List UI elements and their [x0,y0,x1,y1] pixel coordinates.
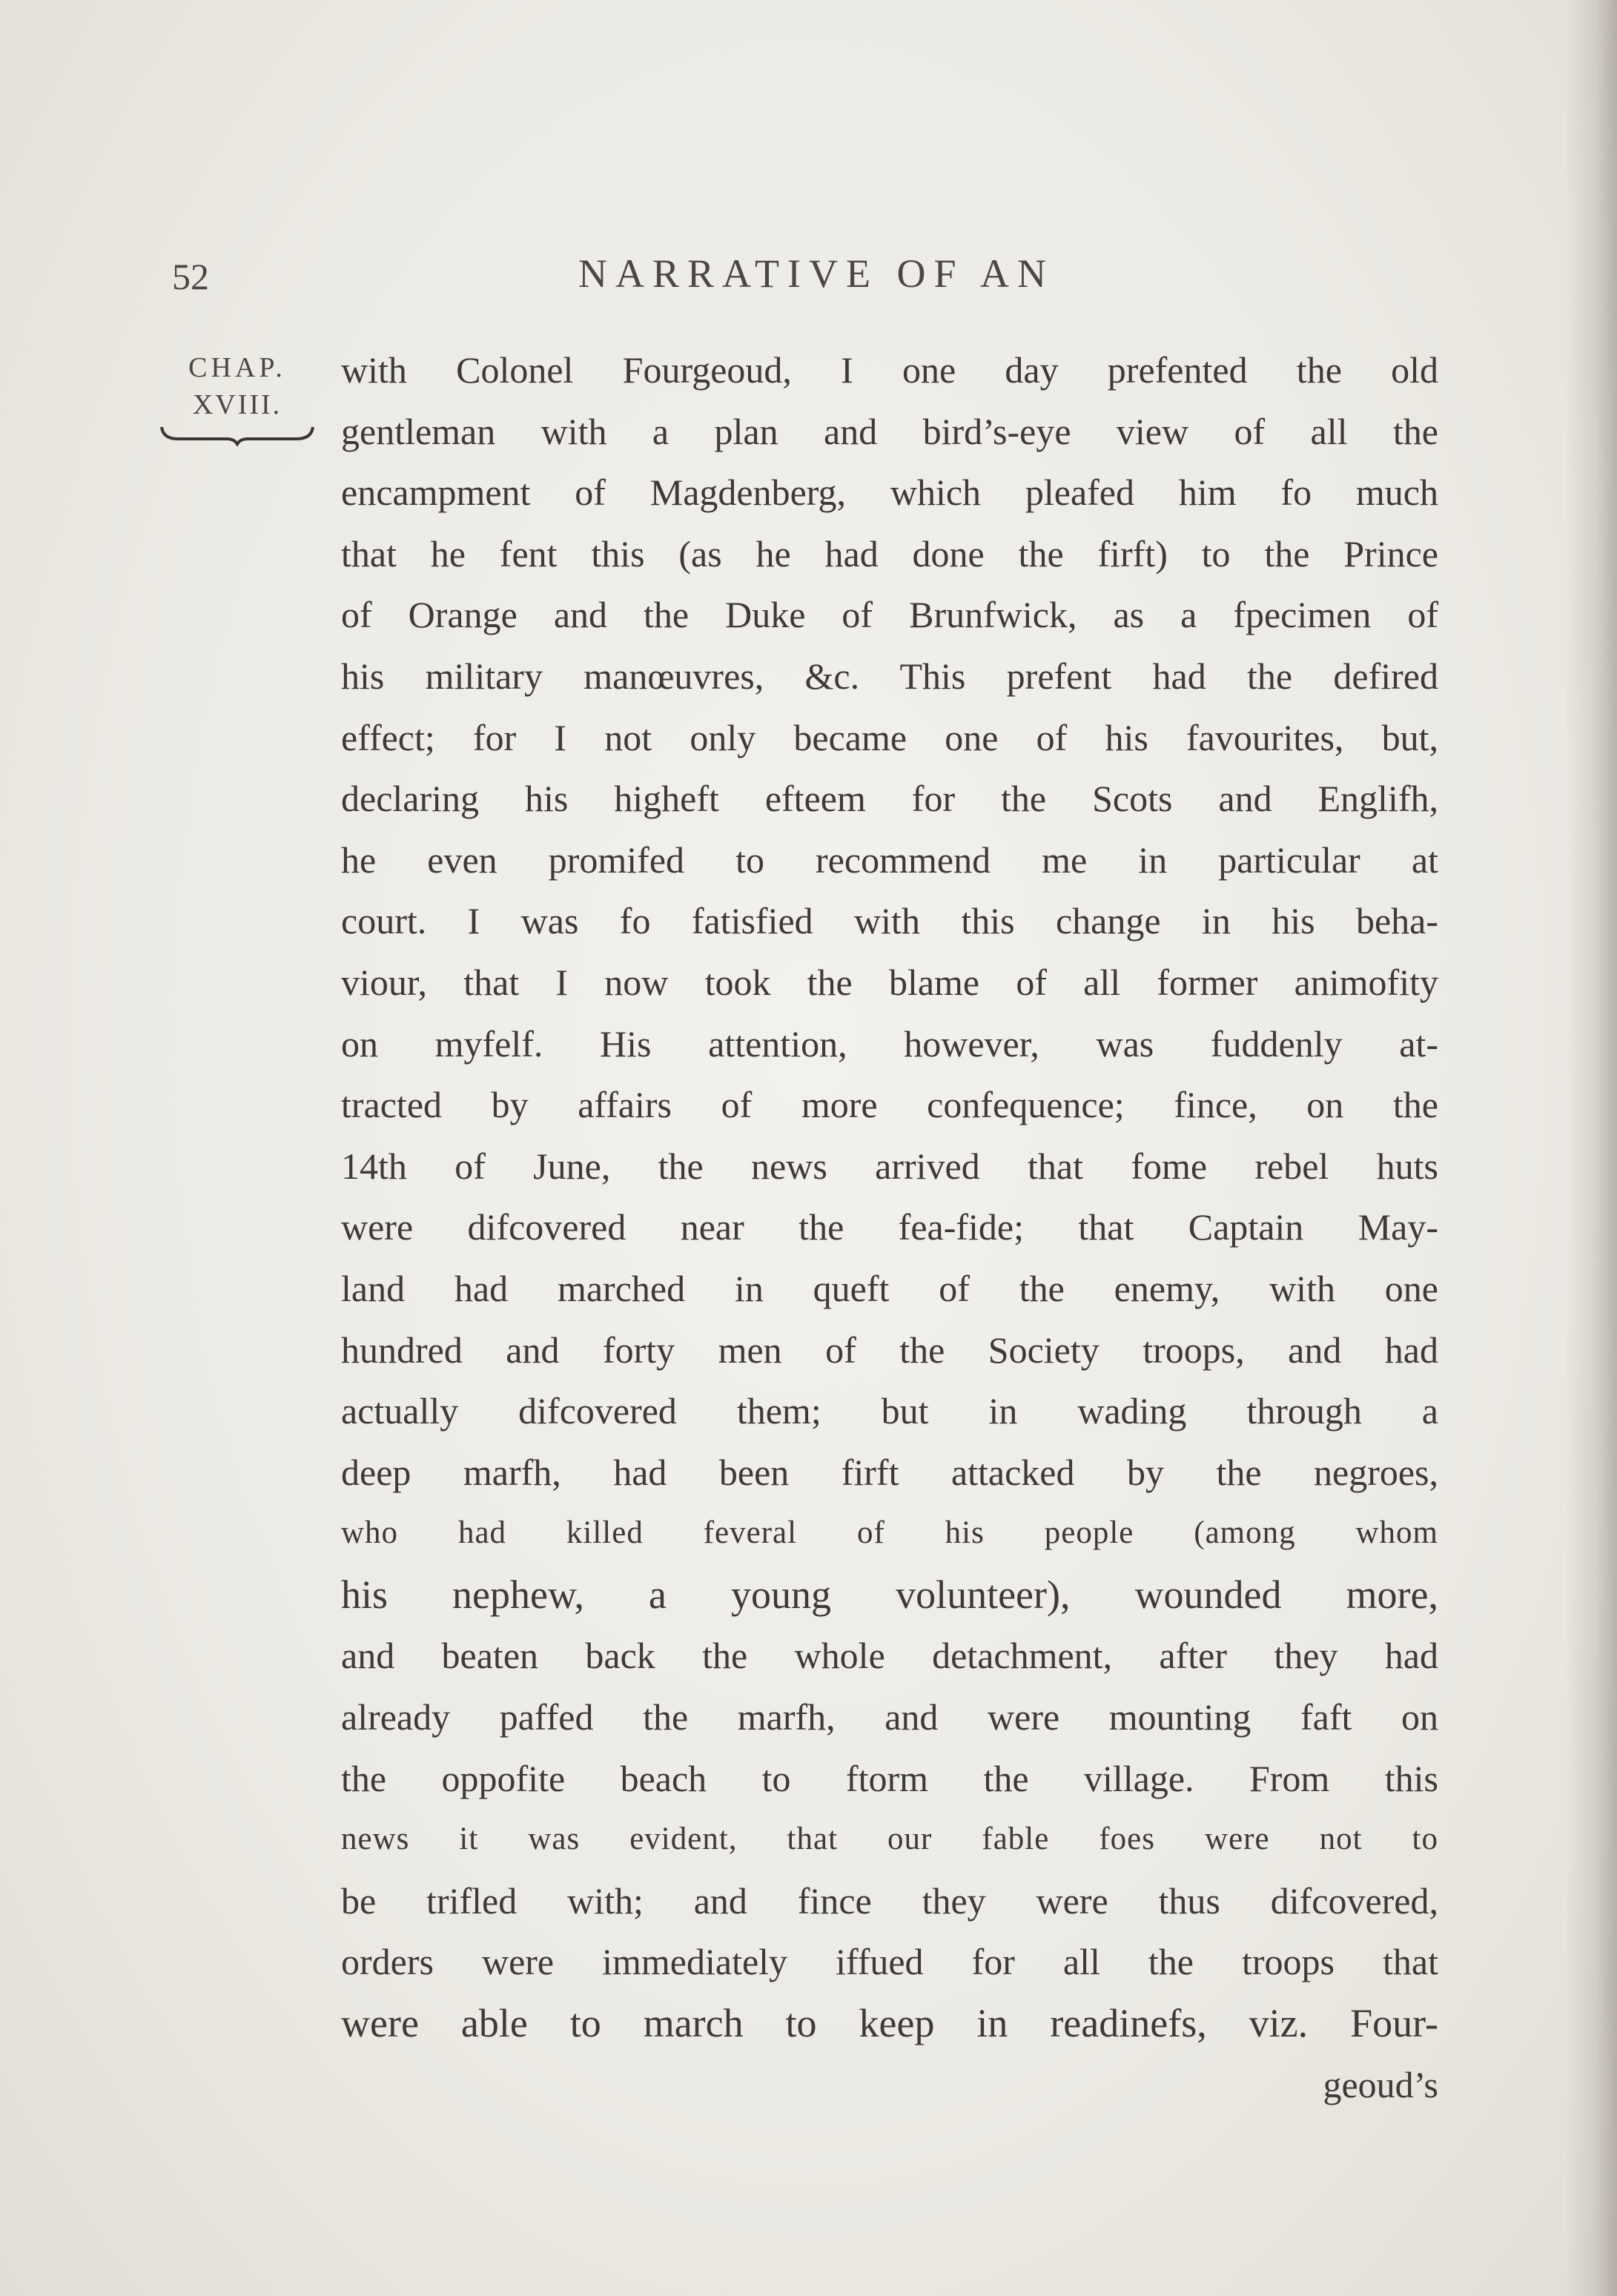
text-line: with Colonel Fourgeoud, I one day prefented the old [341,349,1438,391]
text-line: the oppofite beach to ftorm the village. From this [341,1757,1438,1799]
page-edge-shadow [1565,0,1617,2296]
brace-icon [156,424,319,446]
page-header [0,251,1617,317]
text-line: orders were immediately iffued for all the troops that [341,1941,1438,1983]
chapter-label: CHAP. [188,352,286,383]
chapter-number: XVIII. [192,389,282,420]
text-line: his nephew, a young volunteer), wounded more, [341,1572,1438,1617]
text-line: declaring his higheft efteem for the Scots and Englifh, [341,778,1438,820]
text-line: be trifled with; and fince they were thus difcovered, [341,1879,1438,1922]
body-text [341,340,1438,2115]
text-line: land had marched in queft of the enemy, with one [341,1267,1438,1309]
text-line: hundred and forty men of the Society troops, and had [341,1329,1438,1371]
text-line: were able to march to keep in readinefs, viz. Four- [341,2001,1438,2046]
text-line: on myfelf. His attention, however, was fuddenly at- [341,1022,1438,1065]
text-line: tracted by affairs of more confequence; fince, on the [341,1084,1438,1126]
chapter-marginal-note [152,348,323,446]
text-line: deep marfh, had been firft attacked by the negroes, [341,1451,1438,1493]
text-line: encampment of Magdenberg, which pleafed him fo much [341,472,1438,514]
text-line: of Orange and the Duke of Brunfwick, as a fpecimen of [341,594,1438,636]
text-line: and beaten back the whole detachment, after they had [341,1635,1438,1677]
page-number: 52 [172,256,209,297]
text-line: already paffed the marfh, and were mounting faft on [341,1696,1438,1738]
text-line: court. I was fo fatisfied with this change in his beha- [341,900,1438,942]
text-line: 14th of June, the news arrived that fome rebel huts [341,1145,1438,1187]
text-line: who had killed feveral of his people (among whom [341,1515,1438,1551]
running-title: NARRATIVE OF AN [578,251,1055,296]
text-line: gentleman with a plan and bird’s-eye view of all the [341,410,1438,452]
text-line: were difcovered near the fea-fide; that Captain May- [341,1206,1438,1248]
text-line: he even promifed to recommend me in particular at [341,838,1438,881]
text-line: effect; for I not only became one of his favourites, but, [341,716,1438,758]
catchword: geoud’s [1323,2063,1438,2105]
text-line: his military manœuvres, &c. This prefent had the defired [341,655,1438,697]
text-line: news it was evident, that our fable foes were not to [341,1822,1438,1857]
text-line: actually difcovered them; but in wading through a [341,1390,1438,1432]
text-line: that he fent this (as he had done the firft) to the Prince [341,532,1438,575]
text-line: viour, that I now took the blame of all former animofity [341,961,1438,1003]
